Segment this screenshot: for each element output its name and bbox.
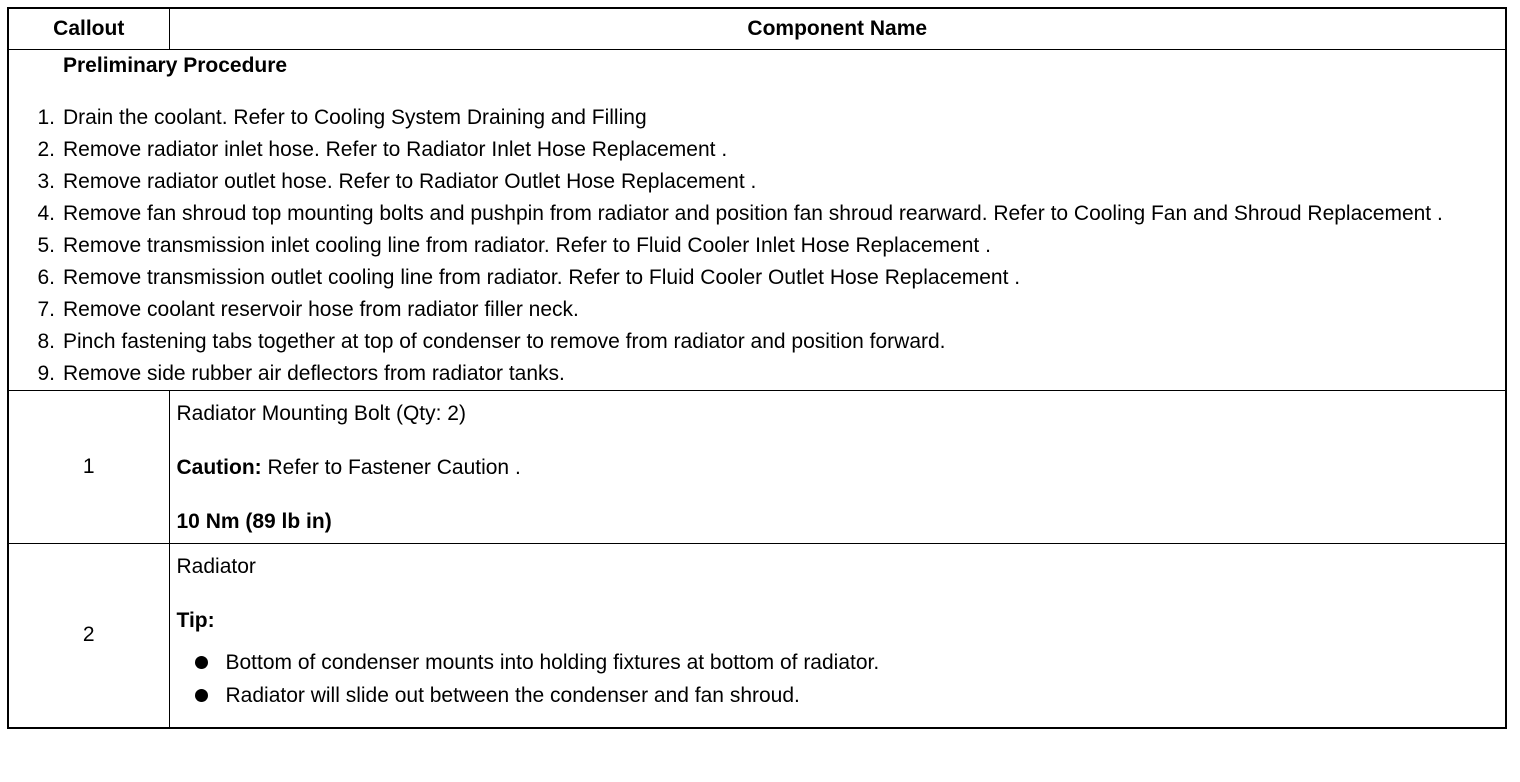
step-number: 7.	[37, 298, 55, 321]
preliminary-cell	[8, 50, 1506, 391]
step-text: Drain the coolant. Refer to Cooling System Draining and Filling	[63, 106, 647, 129]
caution-text: Refer to Fastener Caution .	[261, 456, 521, 479]
step-item	[9, 326, 1505, 358]
procedure-table	[7, 7, 1507, 729]
step-number: 1.	[37, 106, 55, 129]
step-item	[9, 102, 1505, 134]
tip-text: Radiator will slide out between the condenser and fan shroud.	[225, 684, 800, 707]
header-component-name: Component Name	[169, 8, 1506, 50]
step-text: Pinch fastening tabs together at top of condenser to remove from radiator and position forward.	[63, 330, 946, 353]
component-name: Radiator	[176, 555, 256, 578]
step-text: Remove side rubber air deflectors from radiator tanks.	[63, 362, 565, 385]
component-cell	[169, 391, 1506, 544]
step-text: Remove transmission outlet cooling line from radiator. Refer to Fluid Cooler Outlet Hose Replacement .	[63, 266, 1021, 289]
callout-number: 1	[8, 391, 169, 544]
table-row	[8, 391, 1506, 544]
step-number: 8.	[37, 330, 55, 353]
step-number: 5.	[37, 234, 55, 257]
tip-text: Bottom of condenser mounts into holding fixtures at bottom of radiator.	[225, 651, 880, 674]
bullet-icon	[195, 689, 208, 702]
preliminary-steps	[9, 102, 1505, 390]
step-text: Remove coolant reservoir hose from radiator filler neck.	[63, 298, 579, 321]
step-item	[9, 262, 1505, 294]
step-item	[9, 198, 1505, 230]
caution-label: Caution:	[176, 456, 262, 479]
step-item	[9, 358, 1505, 390]
preliminary-row	[8, 50, 1506, 391]
header-row	[8, 8, 1506, 50]
step-number: 9.	[37, 362, 55, 385]
header-callout: Callout	[8, 8, 169, 50]
step-item	[9, 230, 1505, 262]
step-item	[9, 294, 1505, 326]
step-number: 6.	[37, 266, 55, 289]
step-text: Remove radiator outlet hose. Refer to Radiator Outlet Hose Replacement .	[63, 170, 757, 193]
callout-number: 2	[8, 544, 169, 728]
component-name: Radiator Mounting Bolt (Qty: 2)	[176, 402, 466, 425]
tip-label: Tip:	[176, 609, 215, 632]
bullet-icon	[195, 656, 208, 669]
step-item	[9, 166, 1505, 198]
component-cell	[169, 544, 1506, 728]
step-item	[9, 134, 1505, 166]
step-number: 2.	[37, 138, 55, 161]
tip-list	[177, 646, 1506, 712]
list-item	[177, 679, 1506, 712]
preliminary-title: Preliminary Procedure	[63, 54, 288, 77]
list-item	[177, 646, 1506, 679]
step-text: Remove radiator inlet hose. Refer to Radiator Inlet Hose Replacement .	[63, 138, 728, 161]
step-text: Remove transmission inlet cooling line from radiator. Refer to Fluid Cooler Inlet Hose Replacement .	[63, 234, 991, 257]
torque-spec: 10 Nm (89 lb in)	[176, 510, 332, 533]
table-row	[8, 544, 1506, 728]
step-text: Remove fan shroud top mounting bolts and pushpin from radiator and position fan shroud rearward. Refer to Cooling Fan and Shroud Replacement .	[63, 202, 1443, 225]
step-number: 4.	[37, 202, 55, 225]
step-number: 3.	[37, 170, 55, 193]
caution-note	[177, 453, 1506, 483]
